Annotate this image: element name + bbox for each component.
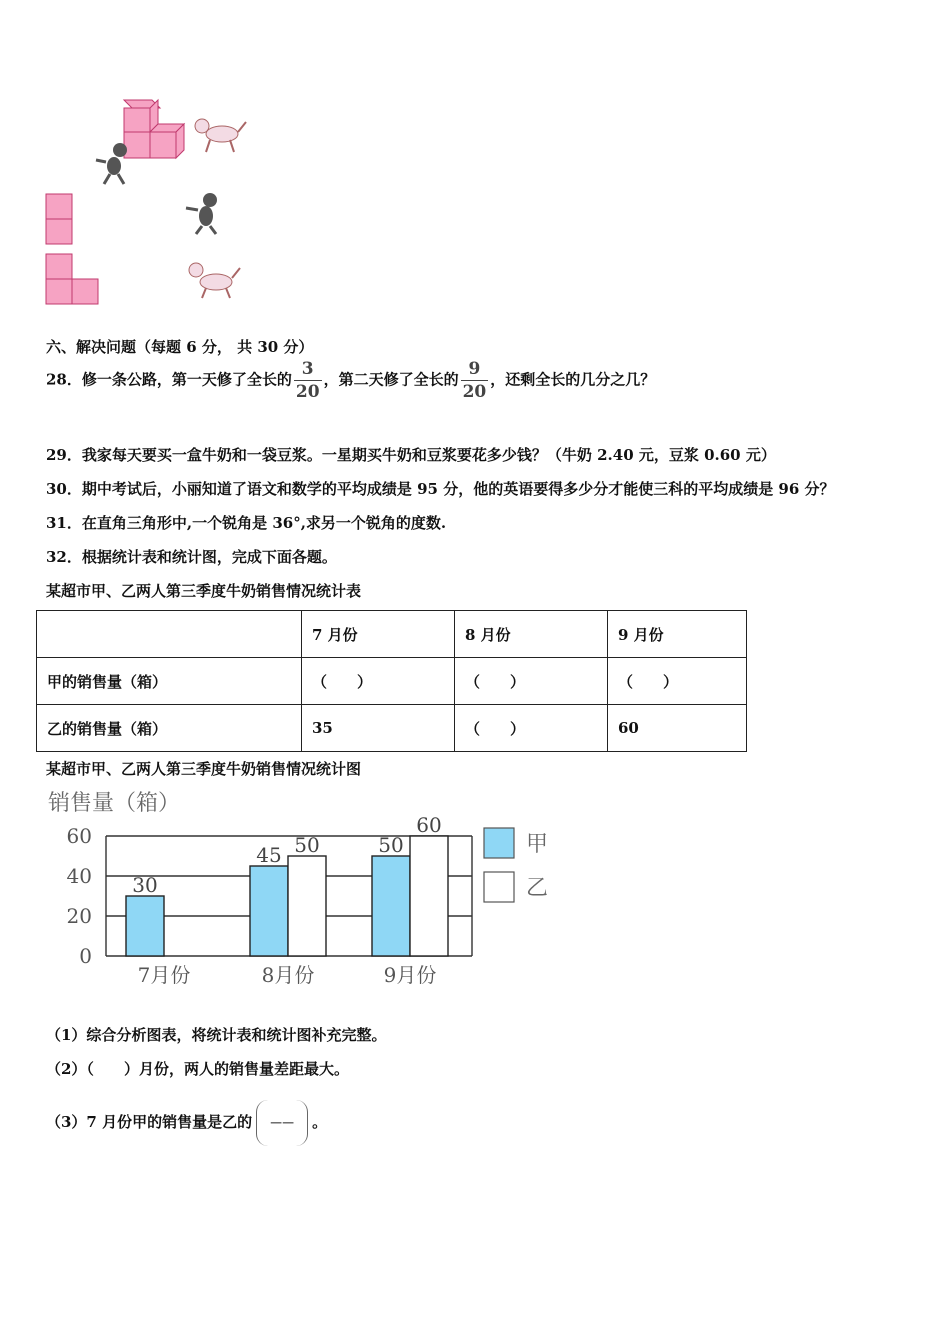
question-30: 30．期中考试后，小丽知道了语文和数学的平均成绩是 95 分，他的英语要得多少分才能使三科的平均成绩是 96 分？ <box>46 480 835 498</box>
table-row <box>37 705 747 752</box>
view-l-shape-icon <box>46 254 98 304</box>
sales-table <box>36 610 747 752</box>
chart-title: 某超市甲、乙两人第三季度牛奶销售情况统计图 <box>46 760 362 778</box>
table-cell: 35 <box>302 705 455 752</box>
legend-swatch-甲 <box>484 828 514 858</box>
sub-question-2: （2）（ ）月份，两人的销售量差距最大。 <box>46 1060 349 1078</box>
answer-fraction-blank[interactable]: —— <box>256 1100 308 1146</box>
x-tick-label: 8月份 <box>261 963 315 987</box>
table-cell: （ ） <box>455 658 608 705</box>
table-cell: （ ） <box>608 658 747 705</box>
bar-甲-9月份 <box>372 856 410 956</box>
sub-question-3 <box>46 1098 327 1146</box>
bar-乙-8月份 <box>288 856 326 956</box>
table-header-cell <box>37 611 302 658</box>
bar-乙-9月份 <box>410 836 448 956</box>
table-header-row <box>37 611 747 658</box>
table-cell: （ ） <box>455 705 608 752</box>
data-label: 60 <box>416 813 442 837</box>
data-label: 45 <box>256 843 282 867</box>
y-tick-label: 60 <box>66 824 92 848</box>
section-heading: 六、解决问题（每题 6 分， 共 30 分） <box>46 338 314 356</box>
table-cell: 乙的销售量（箱） <box>37 705 302 752</box>
frac1-numerator: 3 <box>301 359 314 379</box>
bar-甲-7月份 <box>126 896 164 956</box>
data-label: 50 <box>378 833 404 857</box>
question-28 <box>46 358 655 403</box>
q28-mid: ，第二天修了全长的 <box>323 370 459 389</box>
frac2-denominator: 20 <box>462 382 487 402</box>
fraction-9-20 <box>461 358 489 403</box>
question-29: 29．我家每天要买一盒牛奶和一袋豆浆。一星期买牛奶和豆浆要花多少钱？（牛奶 2.40 元，豆浆 0.60 元） <box>46 446 776 464</box>
dog-icon <box>195 119 246 152</box>
legend-swatch-乙 <box>484 872 514 902</box>
question-32: 32．根据统计表和统计图，完成下面各题。 <box>46 548 337 566</box>
q28-suffix: ，还剩全长的几分之几？ <box>490 370 656 389</box>
sales-bar-chart <box>40 786 560 996</box>
table-cell: 60 <box>608 705 747 752</box>
frac2-numerator: 9 <box>468 359 481 379</box>
sub3-prefix: （3）7 月份甲的销售量是乙的 <box>46 1113 253 1131</box>
cube-view-illustration <box>40 92 260 308</box>
legend-label: 甲 <box>526 832 549 857</box>
x-tick-label: 7月份 <box>137 963 191 987</box>
dog-icon <box>189 263 240 298</box>
table-header-cell: 8 月份 <box>455 611 608 658</box>
monkey-icon <box>186 193 217 234</box>
data-label: 50 <box>294 833 320 857</box>
monkey-icon <box>96 143 127 184</box>
sub3-suffix: 。 <box>312 1113 328 1131</box>
sub-question-1: （1）综合分析图表，将统计表和统计图补充完整。 <box>46 1026 387 1044</box>
data-label: 30 <box>132 873 158 897</box>
pink-cube-stack-icon <box>124 100 184 158</box>
y-tick-label: 40 <box>66 864 92 888</box>
table-title: 某超市甲、乙两人第三季度牛奶销售情况统计表 <box>46 582 362 600</box>
legend-label: 乙 <box>526 876 549 901</box>
table-header-cell: 7 月份 <box>302 611 455 658</box>
x-tick-label: 9月份 <box>383 963 437 987</box>
table-row <box>37 658 747 705</box>
table-cell: 甲的销售量（箱） <box>37 658 302 705</box>
frac1-denominator: 20 <box>295 382 320 402</box>
question-31: 31．在直角三角形中,一个锐角是 36°,求另一个锐角的度数. <box>46 514 447 532</box>
table-header-cell: 9 月份 <box>608 611 747 658</box>
y-tick-label: 0 <box>79 944 92 968</box>
q28-prefix: 28．修一条公路，第一天修了全长的 <box>46 370 292 389</box>
y-tick-label: 20 <box>66 904 92 928</box>
y-axis-label: 销售量（箱） <box>48 791 181 816</box>
view-column-icon <box>46 194 72 244</box>
table-cell: （ ） <box>302 658 455 705</box>
fraction-3-20 <box>294 358 322 403</box>
bar-甲-8月份 <box>250 866 288 956</box>
